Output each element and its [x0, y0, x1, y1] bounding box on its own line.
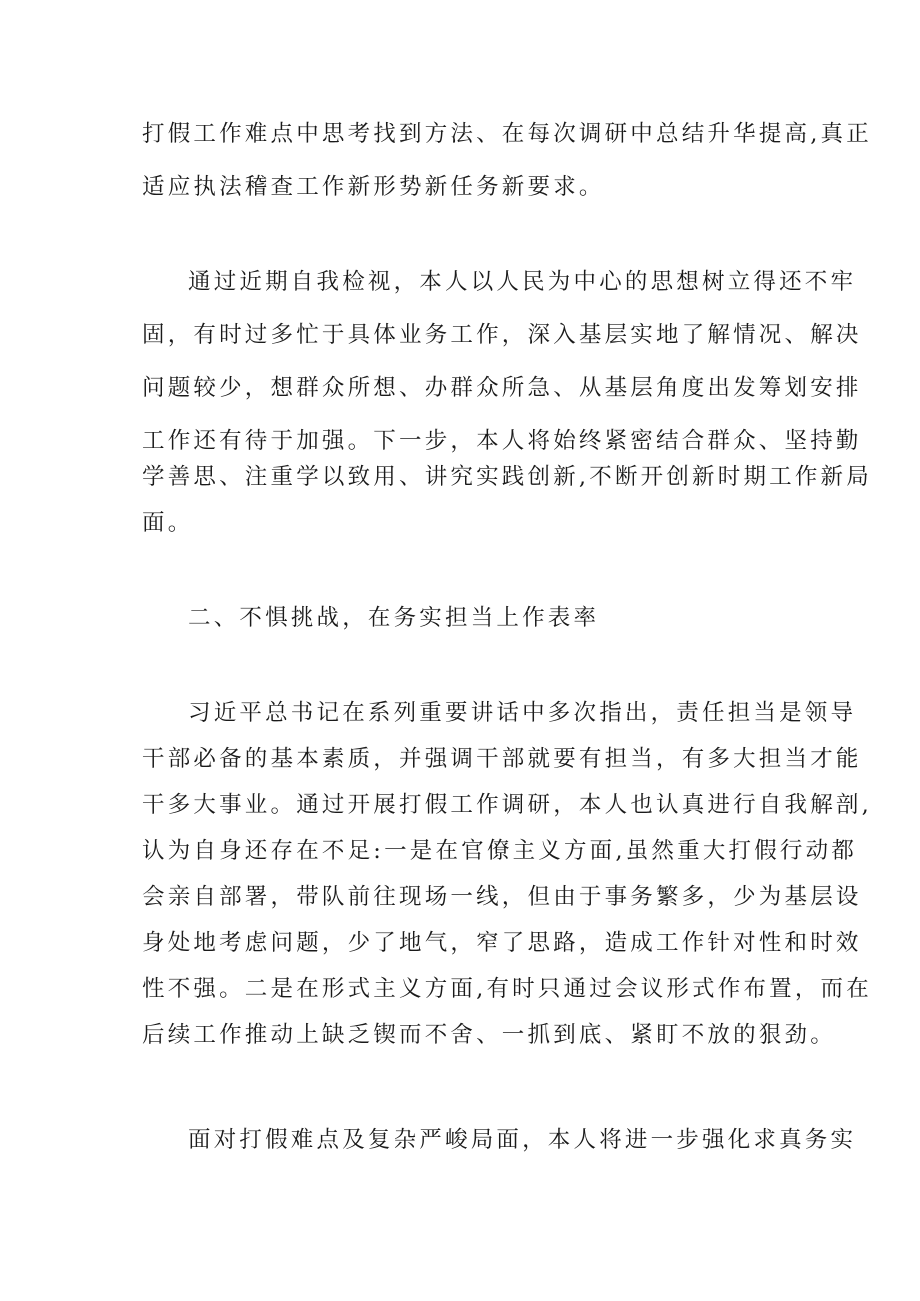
paragraph-2-line-4: 工作还有待于加强。下一步，本人将始终紧密结合群众、坚持勤 — [142, 428, 862, 454]
paragraph-3-line-8: 后续工作推动上缺乏锲而不舍、一抓到底、紧盯不放的狠劲。 — [142, 1022, 836, 1048]
paragraph-3-line-5: 会亲自部署，带队前往现场一线，但由于事务繁多，少为基层设 — [142, 884, 862, 910]
paragraph-2-line-2: 固，有时过多忙于具体业务工作，深入基层实地了解情况、解决 — [142, 322, 862, 348]
paragraph-3-line-7: 性不强。二是在形式主义方面,有时只通过会议形式作布置，而在 — [142, 976, 872, 1002]
paragraph-3-line-4: 认为自身还存在不足:一是在官僚主义方面,虽然重大打假行动都 — [142, 838, 858, 864]
paragraph-3-line-2: 干部必备的基本素质，并强调干部就要有担当，有多大担当才能 — [142, 746, 862, 772]
paragraph-1-line-1: 打假工作难点中思考找到方法、在每次调研中总结升华提高,真正 — [142, 121, 872, 147]
paragraph-3-line-3: 干多大事业。通过开展打假工作调研，本人也认真进行自我解剖, — [142, 792, 872, 818]
paragraph-1-line-2: 适应执法稽查工作新形势新任务新要求。 — [142, 174, 605, 200]
paragraph-2-line-1: 通过近期自我检视，本人以人民为中心的思想树立得还不牢 — [188, 269, 857, 295]
paragraph-3-line-1: 习近平总书记在系列重要讲话中多次指出，责任担当是领导 — [188, 700, 857, 726]
section-heading: 二、不惧挑战，在务实担当上作表率 — [188, 605, 600, 631]
paragraph-2-line-6: 面。 — [142, 510, 194, 536]
paragraph-2-line-3: 问题较少，想群众所想、办群众所急、从基层角度出发筹划安排 — [142, 375, 862, 401]
paragraph-3-line-6: 身处地考虑问题，少了地气，窄了思路，造成工作针对性和时效 — [142, 930, 862, 956]
paragraph-4-line-1: 面对打假难点及复杂严峻局面，本人将进一步强化求真务实 — [188, 1127, 857, 1153]
paragraph-2-line-5: 学善思、注重学以致用、讲究实践创新,不断开创新时期工作新局 — [142, 464, 872, 490]
